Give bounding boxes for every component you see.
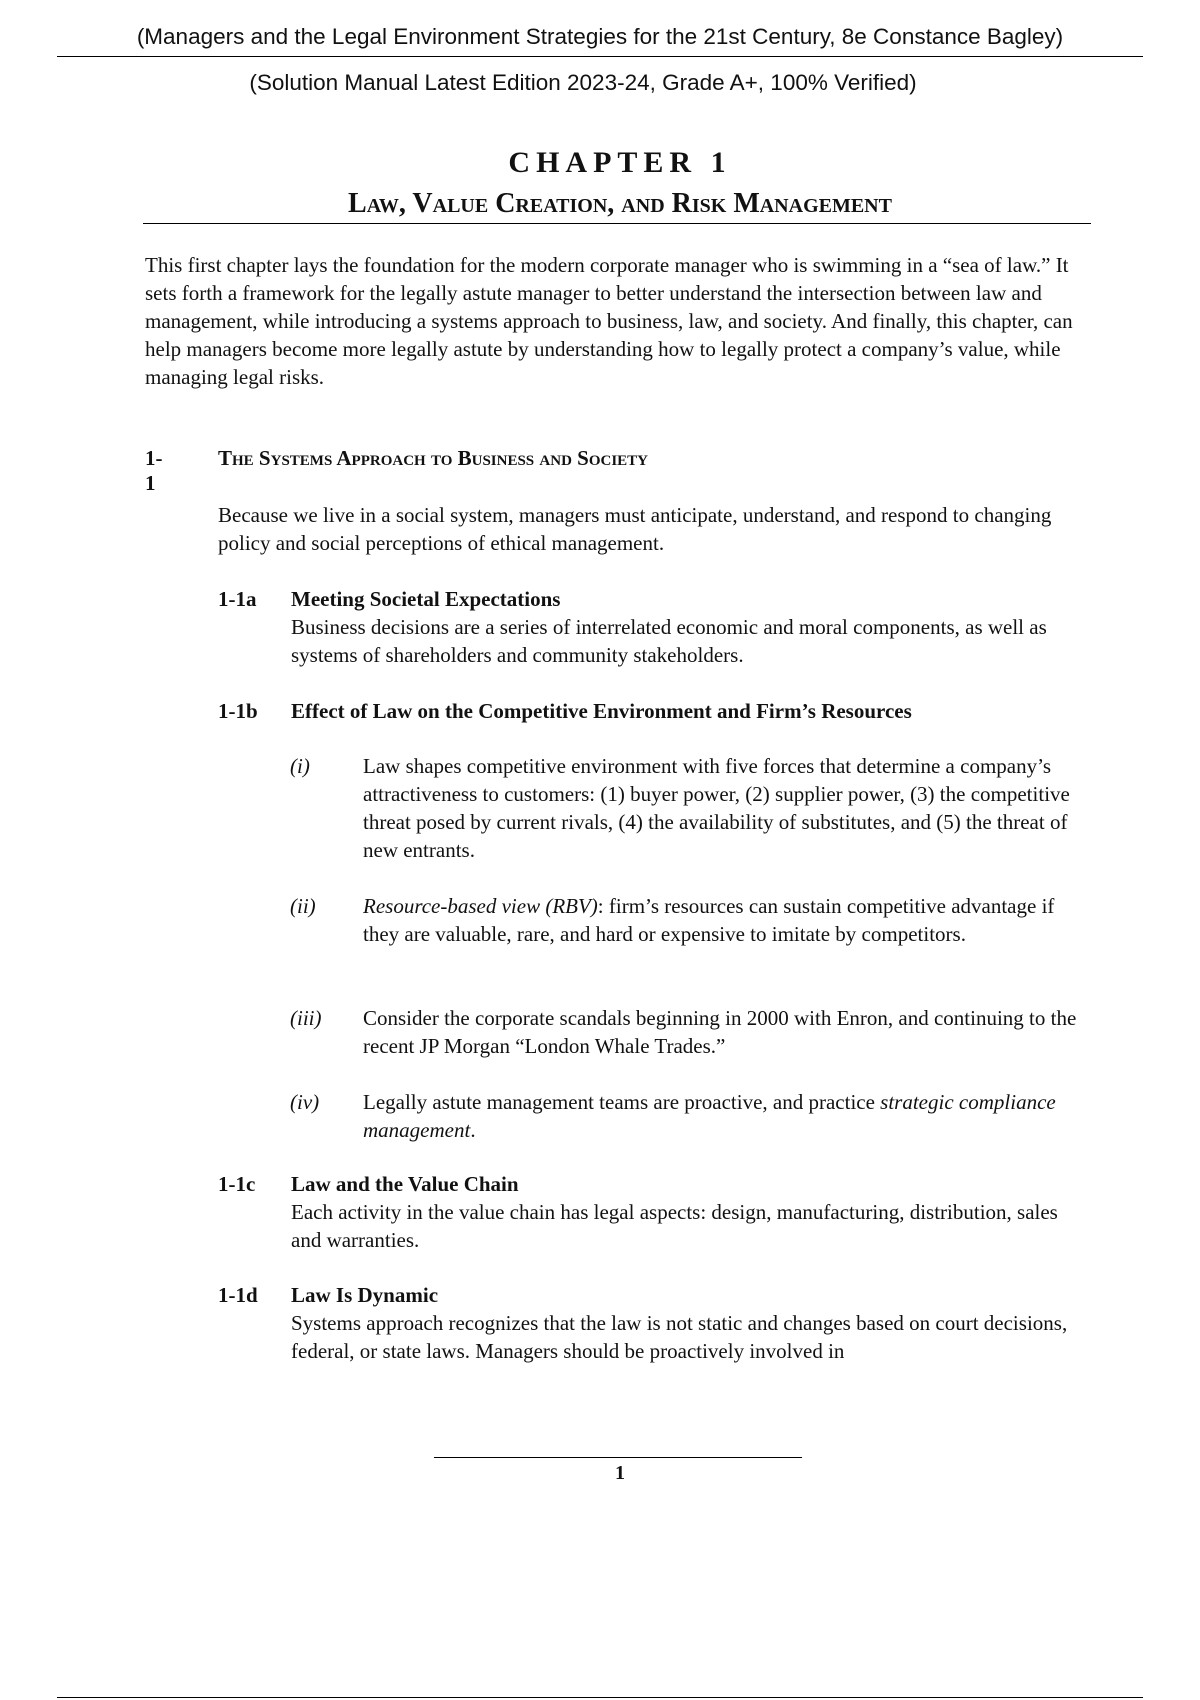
chapter-intro: This first chapter lays the foundation for the modern corporate manager who is swimming in a “sea of law.” It sets forth a framework for the legally astute manager to better understand the intersection between law and management, while introducing a systems approach to business, law, and society. And finally, this chapter, can help managers become more legally astute by understanding how to legally protect a company’s value, while managing legal risks.: [145, 253, 1073, 389]
subsection-number: 1-1c: [218, 1172, 256, 1196]
list-item-marker: (iv): [290, 1090, 320, 1114]
subsection-title: Meeting Societal Expectations: [291, 587, 561, 611]
subsection-title: Law Is Dynamic: [291, 1283, 439, 1307]
chapter-title: Law, Value Creation, and Risk Management: [348, 188, 892, 219]
document-subtitle-text: (Solution Manual Latest Edition 2023-24, Grade A+, 100% Verified): [249, 70, 917, 95]
list-item-text: [363, 1088, 1088, 1144]
list-item-definition: : firm’s resources can sustain competitive advantage if they are valuable, rare, and hard or expensive to imitate by competitors.: [363, 894, 1055, 946]
list-item-text: Consider the corporate scandals beginning in 2000 with Enron, and continuing to the recent JP Morgan “London Whale Trades.”: [363, 1006, 1077, 1058]
subsection-body: Business decisions are a series of interrelated economic and moral components, as well as systems of shareholders and community stakeholders.: [291, 615, 1047, 667]
list-item-lead: Legally astute management teams are proactive, and practice: [363, 1090, 881, 1114]
chapter-title-rule: [143, 223, 1091, 224]
chapter-label: CHAPTER 1: [508, 146, 732, 179]
subsection-number: 1-1b: [218, 699, 258, 723]
list-item-marker: (iii): [290, 1006, 322, 1030]
subsection-body: Each activity in the value chain has legal aspects: design, manufacturing, distribution, sales and warranties.: [291, 1200, 1058, 1252]
subsection-title: Law and the Value Chain: [291, 1172, 519, 1196]
list-item-text: [363, 892, 1088, 948]
footer-rule: [434, 1457, 802, 1458]
document-subtitle: [0, 70, 1200, 96]
section-number: 1-1: [145, 446, 163, 495]
subsection-body: Systems approach recognizes that the law is not static and changes based on court decisions, federal, or state laws. Managers should be proactively involved in: [291, 1311, 1068, 1363]
section-title: The Systems Approach to Business and Society: [218, 446, 649, 470]
list-item-tail: .: [470, 1118, 476, 1142]
page-number: 1: [615, 1462, 625, 1484]
document-header: (Managers and the Legal Environment Strategies for the 21st Century, 8e Constance Bagley): [136, 24, 1064, 49]
subsection-title: Effect of Law on the Competitive Environment and Firm’s Resources: [291, 699, 912, 723]
section-body: Because we live in a social system, managers must anticipate, understand, and respond to changing policy and social perceptions of ethical management.: [218, 503, 1052, 555]
page-bottom-rule: [57, 1697, 1143, 1698]
list-item-emphasis: strategic compliance management: [363, 1090, 1056, 1142]
list-item-marker: (i): [290, 754, 310, 778]
list-item-text: Law shapes competitive environment with five forces that determine a company’s attractiveness to customers: (1) buyer power, (2) supplier power, (3) the competitive threat posed by current rivals, (4) the availability of substitutes, and (5) the threat of new entrants.: [363, 754, 1070, 862]
subsection-number: 1-1a: [218, 587, 257, 611]
subsection-number: 1-1d: [218, 1283, 258, 1307]
header-divider: [57, 56, 1143, 57]
list-item-term: Resource-based view (RBV): [363, 894, 598, 918]
list-item-marker: (ii): [290, 894, 316, 918]
